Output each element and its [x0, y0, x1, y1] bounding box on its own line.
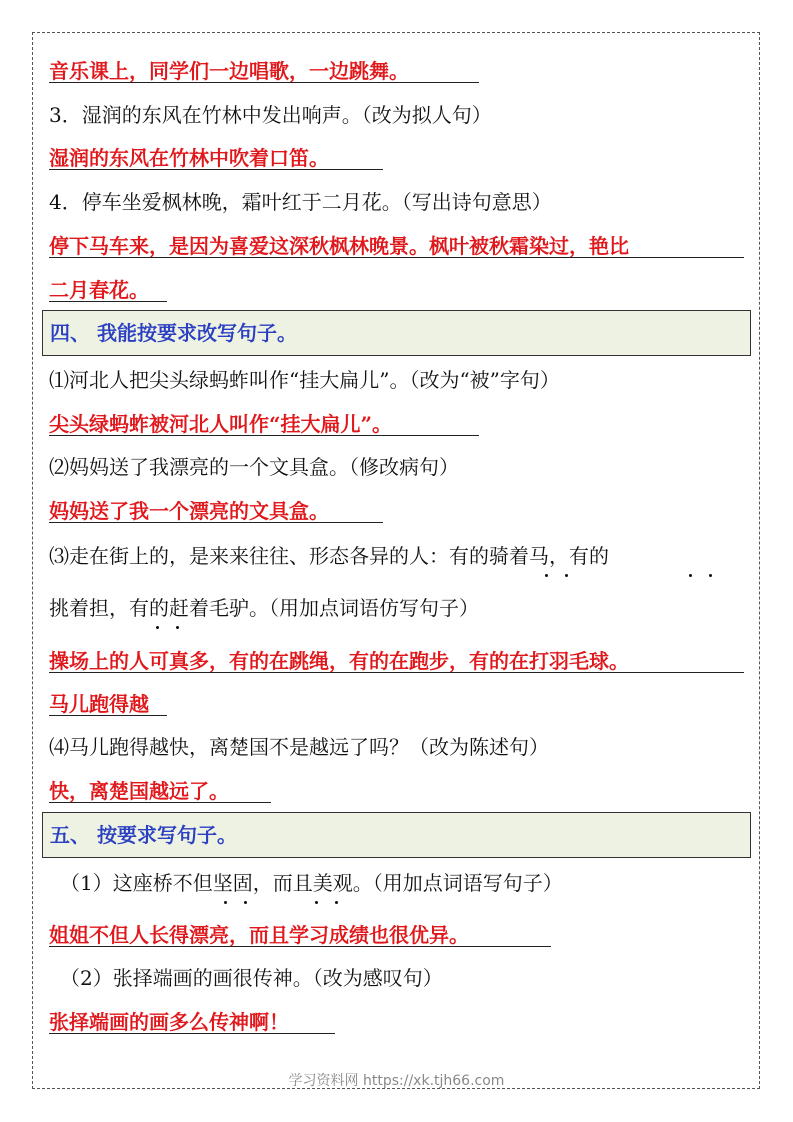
answer-underline — [49, 301, 167, 302]
answer-line: 操场上的人可真多，有的在跳绳，有的在跑步，有的在打羽毛球。 — [49, 649, 629, 673]
emphasis-dot — [244, 901, 247, 904]
question-line: ⑷马儿跑得越快，离楚国不是越远了吗？（改为陈述句） — [49, 735, 549, 759]
answer-line: 停下马车来，是因为喜爱这深秋枫林晚景。枫叶被秋霜染过，艳比 — [49, 234, 629, 258]
answer-underline — [49, 82, 479, 83]
answer-underline — [49, 802, 271, 803]
question-line: 4．停车坐爱枫林晚，霜叶红于二月花。（写出诗句意思） — [49, 190, 552, 214]
answer-underline — [49, 169, 383, 170]
emphasis-dot — [689, 574, 692, 577]
footer-watermark: 学习资料网 https://xk.tjh66.com — [288, 1073, 505, 1089]
answer-line: 音乐课上，同学们一边唱歌，一边跳舞。 — [49, 59, 409, 83]
question-line: 3．湿润的东风在竹林中发出响声。（改为拟人句） — [49, 103, 492, 127]
answer-line: 尖头绿蚂蚱被河北人叫作“挂大扁儿”。 — [49, 412, 393, 436]
answer-underline — [49, 672, 744, 673]
answer-underline — [49, 715, 167, 716]
answer-line: 妈妈送了我一个漂亮的文具盒。 — [49, 499, 329, 523]
answer-line: 快，离楚国越远了。 — [49, 779, 229, 803]
emphasis-dot — [335, 901, 338, 904]
question-line: 挑着担，有的赶着毛驴。（用加点词语仿写句子） — [49, 596, 479, 620]
answer-underline — [49, 257, 744, 258]
answer-line: 张择端画的画多么传神啊！ — [49, 1010, 289, 1034]
emphasis-dot — [224, 901, 227, 904]
section-heading: 五、 按要求写句子。 — [42, 812, 751, 858]
emphasis-dot — [176, 626, 179, 629]
emphasis-dot — [565, 574, 568, 577]
answer-line: 湿润的东风在竹林中吹着口笛。 — [49, 146, 329, 170]
emphasis-dot — [709, 574, 712, 577]
answer-underline — [49, 946, 551, 947]
answer-underline — [49, 435, 479, 436]
emphasis-dot — [156, 626, 159, 629]
question-line: ⑴河北人把尖头绿蚂蚱叫作“挂大扁儿”。（改为“被”字句） — [49, 368, 560, 392]
answer-line: 马儿跑得越 — [49, 692, 149, 716]
question-line: ⑵妈妈送了我漂亮的一个文具盒。（修改病句） — [49, 455, 459, 479]
emphasis-dot — [545, 574, 548, 577]
answer-underline — [49, 1033, 335, 1034]
answer-underline — [49, 522, 383, 523]
question-line: （1）这座桥不但坚固，而且美观。（用加点词语写句子） — [60, 871, 563, 895]
section-heading: 四、 我能按要求改写句子。 — [42, 310, 751, 356]
question-line: ⑶走在街上的，是来来往往、形态各异的人：有的骑着马，有的 — [49, 544, 609, 568]
answer-line: 姐姐不但人长得漂亮，而且学习成绩也很优异。 — [49, 923, 469, 947]
answer-line: 二月春花。 — [49, 278, 149, 302]
question-line: （2）张择端画的画很传神。（改为感叹句） — [60, 966, 443, 990]
emphasis-dot — [315, 901, 318, 904]
